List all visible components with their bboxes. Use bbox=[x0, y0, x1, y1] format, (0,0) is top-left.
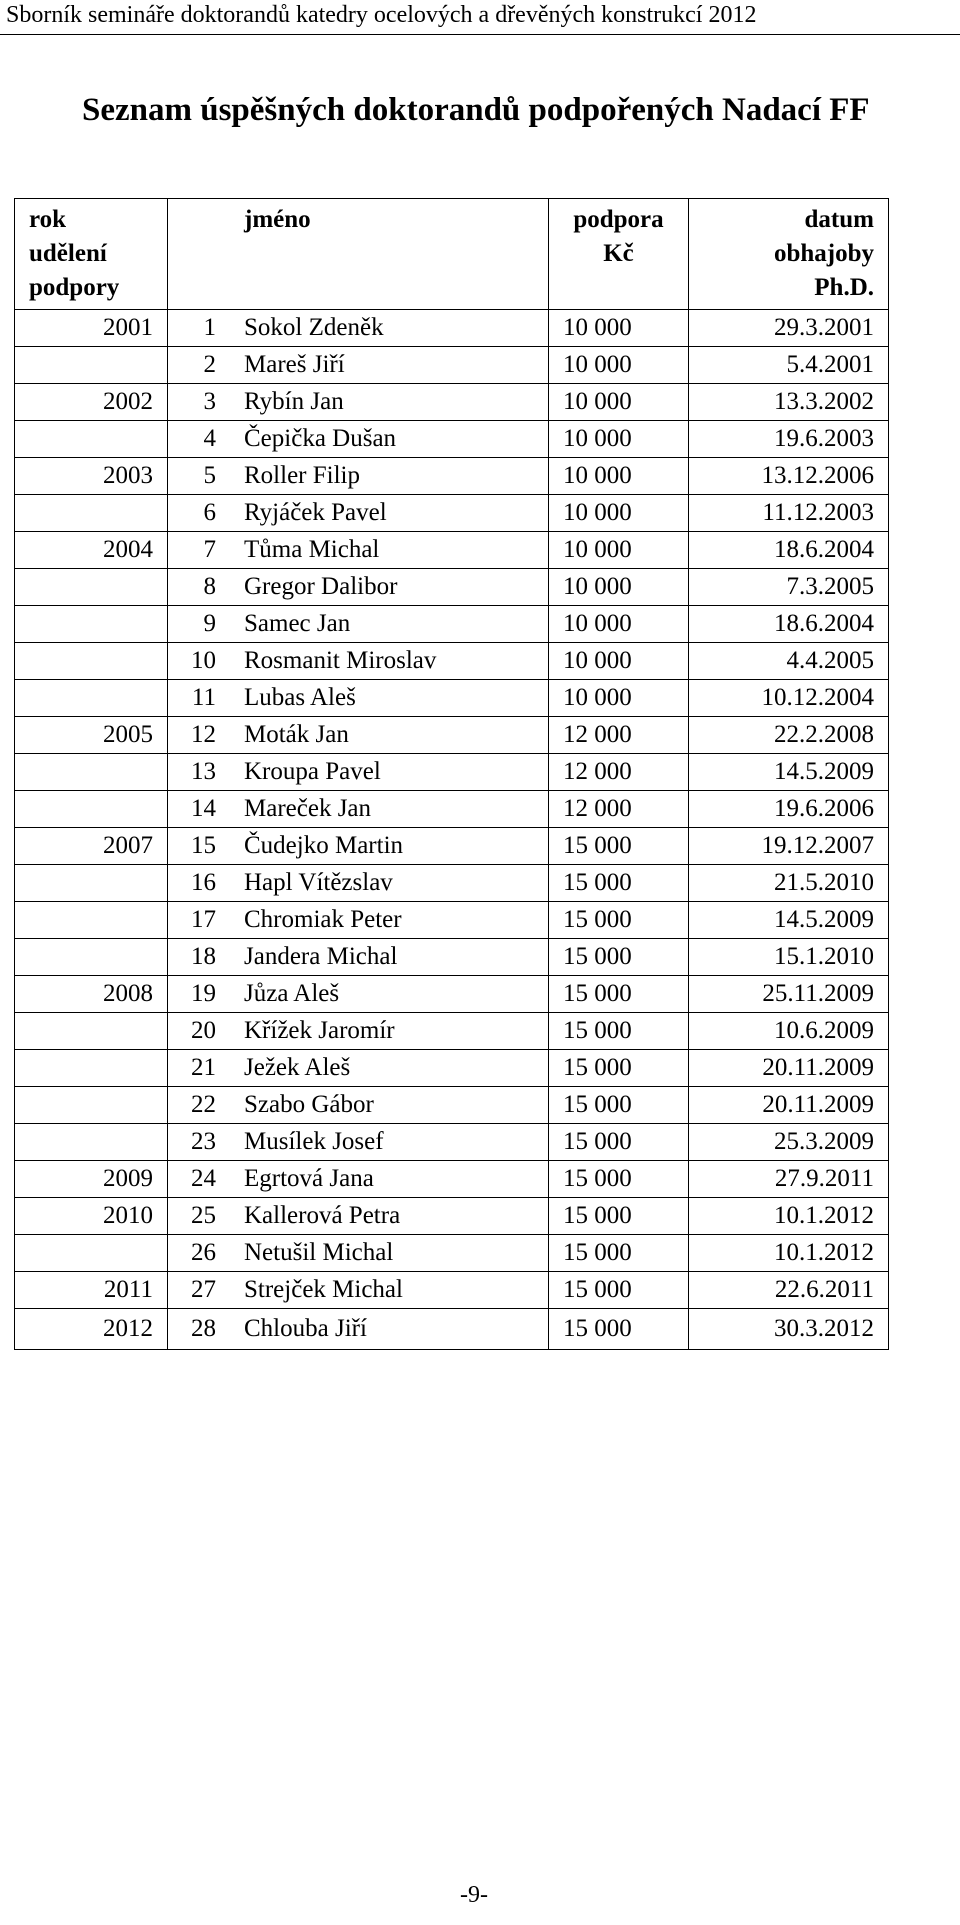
cell-amount: 15 000 bbox=[549, 1272, 689, 1309]
cell-number: 6 bbox=[168, 495, 231, 532]
cell-name: Chromiak Peter bbox=[230, 902, 549, 939]
cell-year bbox=[15, 902, 168, 939]
header-rule bbox=[0, 34, 960, 35]
table-body bbox=[15, 310, 889, 1350]
cell-name: Ryjáček Pavel bbox=[230, 495, 549, 532]
table-row bbox=[15, 791, 889, 828]
cell-amount: 15 000 bbox=[549, 1198, 689, 1235]
cell-date: 22.2.2008 bbox=[689, 717, 889, 754]
cell-name: Kallerová Petra bbox=[230, 1198, 549, 1235]
table-row bbox=[15, 606, 889, 643]
table-row bbox=[15, 569, 889, 606]
cell-year bbox=[15, 791, 168, 828]
cell-number: 11 bbox=[168, 680, 231, 717]
cell-number: 5 bbox=[168, 458, 231, 495]
cell-amount: 10 000 bbox=[549, 569, 689, 606]
cell-amount: 15 000 bbox=[549, 939, 689, 976]
cell-number: 20 bbox=[168, 1013, 231, 1050]
table-row bbox=[15, 680, 889, 717]
cell-name: Tůma Michal bbox=[230, 532, 549, 569]
table-row bbox=[15, 384, 889, 421]
document-title: Seznam úspěšných doktorandů podpořených Nadací FF bbox=[82, 92, 870, 128]
cell-date: 19.6.2003 bbox=[689, 421, 889, 458]
table-row bbox=[15, 347, 889, 384]
table-row bbox=[15, 976, 889, 1013]
cell-year bbox=[15, 1087, 168, 1124]
cell-year bbox=[15, 1013, 168, 1050]
cell-amount: 10 000 bbox=[549, 458, 689, 495]
cell-number: 9 bbox=[168, 606, 231, 643]
cell-name: Ježek Aleš bbox=[230, 1050, 549, 1087]
cell-number: 4 bbox=[168, 421, 231, 458]
table-row bbox=[15, 1161, 889, 1198]
cell-name: Mareš Jiří bbox=[230, 347, 549, 384]
table-row bbox=[15, 939, 889, 976]
cell-number: 28 bbox=[168, 1309, 231, 1350]
header-year bbox=[15, 199, 168, 310]
table-row bbox=[15, 1235, 889, 1272]
cell-amount: 12 000 bbox=[549, 754, 689, 791]
cell-number: 19 bbox=[168, 976, 231, 1013]
cell-year: 2002 bbox=[15, 384, 168, 421]
cell-number: 15 bbox=[168, 828, 231, 865]
cell-year bbox=[15, 421, 168, 458]
cell-date: 10.1.2012 bbox=[689, 1235, 889, 1272]
cell-amount: 15 000 bbox=[549, 1161, 689, 1198]
table-row bbox=[15, 310, 889, 347]
table-header-row bbox=[15, 199, 889, 310]
header-year-line-3: podpory bbox=[29, 274, 120, 301]
cell-date: 20.11.2009 bbox=[689, 1087, 889, 1124]
cell-amount: 10 000 bbox=[549, 421, 689, 458]
table-row bbox=[15, 495, 889, 532]
cell-name: Lubas Aleš bbox=[230, 680, 549, 717]
cell-number: 12 bbox=[168, 717, 231, 754]
table-row bbox=[15, 458, 889, 495]
cell-amount: 15 000 bbox=[549, 1087, 689, 1124]
table-row bbox=[15, 1087, 889, 1124]
header-amount-line-1: podpora bbox=[573, 206, 664, 233]
header-date-line-2: obhajoby bbox=[773, 240, 874, 267]
cell-date: 5.4.2001 bbox=[689, 347, 889, 384]
cell-year: 2011 bbox=[15, 1272, 168, 1309]
cell-year: 2005 bbox=[15, 717, 168, 754]
cell-amount: 15 000 bbox=[549, 976, 689, 1013]
cell-year bbox=[15, 643, 168, 680]
cell-number: 1 bbox=[168, 310, 231, 347]
cell-name: Gregor Dalibor bbox=[230, 569, 549, 606]
running-header: Sborník semináře doktorandů katedry ocelových a dřevěných konstrukcí 2012 bbox=[6, 2, 757, 28]
cell-name: Sokol Zdeněk bbox=[230, 310, 549, 347]
cell-number: 8 bbox=[168, 569, 231, 606]
cell-date: 19.6.2006 bbox=[689, 791, 889, 828]
cell-name: Strejček Michal bbox=[230, 1272, 549, 1309]
cell-date: 4.4.2005 bbox=[689, 643, 889, 680]
cell-date: 10.1.2012 bbox=[689, 1198, 889, 1235]
table-row bbox=[15, 717, 889, 754]
cell-amount: 15 000 bbox=[549, 1309, 689, 1350]
table-row bbox=[15, 1272, 889, 1309]
cell-number: 17 bbox=[168, 902, 231, 939]
cell-date: 13.3.2002 bbox=[689, 384, 889, 421]
cell-amount: 10 000 bbox=[549, 643, 689, 680]
cell-year: 2012 bbox=[15, 1309, 168, 1350]
cell-amount: 15 000 bbox=[549, 1124, 689, 1161]
cell-name: Samec Jan bbox=[230, 606, 549, 643]
table-row bbox=[15, 421, 889, 458]
cell-amount: 10 000 bbox=[549, 680, 689, 717]
cell-number: 26 bbox=[168, 1235, 231, 1272]
table-row bbox=[15, 828, 889, 865]
cell-amount: 10 000 bbox=[549, 384, 689, 421]
header-amount-line-2: Kč bbox=[603, 240, 634, 267]
cell-year bbox=[15, 495, 168, 532]
cell-year: 2008 bbox=[15, 976, 168, 1013]
cell-number: 22 bbox=[168, 1087, 231, 1124]
cell-year: 2003 bbox=[15, 458, 168, 495]
cell-name: Egrtová Jana bbox=[230, 1161, 549, 1198]
cell-number: 18 bbox=[168, 939, 231, 976]
cell-number: 27 bbox=[168, 1272, 231, 1309]
table-row bbox=[15, 754, 889, 791]
cell-date: 13.12.2006 bbox=[689, 458, 889, 495]
cell-amount: 15 000 bbox=[549, 902, 689, 939]
cell-date: 7.3.2005 bbox=[689, 569, 889, 606]
cell-date: 25.3.2009 bbox=[689, 1124, 889, 1161]
table-row bbox=[15, 643, 889, 680]
cell-name: Jandera Michal bbox=[230, 939, 549, 976]
table-row bbox=[15, 1050, 889, 1087]
header-date-line-3: Ph.D. bbox=[814, 274, 874, 301]
cell-amount: 12 000 bbox=[549, 717, 689, 754]
table-row bbox=[15, 1309, 889, 1350]
cell-year bbox=[15, 569, 168, 606]
cell-date: 10.6.2009 bbox=[689, 1013, 889, 1050]
cell-year: 2007 bbox=[15, 828, 168, 865]
cell-number: 23 bbox=[168, 1124, 231, 1161]
cell-date: 18.6.2004 bbox=[689, 532, 889, 569]
cell-year: 2001 bbox=[15, 310, 168, 347]
table-row bbox=[15, 902, 889, 939]
cell-year bbox=[15, 1050, 168, 1087]
cell-date: 30.3.2012 bbox=[689, 1309, 889, 1350]
cell-amount: 15 000 bbox=[549, 1235, 689, 1272]
cell-date: 11.12.2003 bbox=[689, 495, 889, 532]
cell-number: 7 bbox=[168, 532, 231, 569]
cell-year: 2009 bbox=[15, 1161, 168, 1198]
header-number bbox=[168, 199, 231, 310]
cell-number: 16 bbox=[168, 865, 231, 902]
cell-number: 21 bbox=[168, 1050, 231, 1087]
cell-number: 10 bbox=[168, 643, 231, 680]
cell-amount: 12 000 bbox=[549, 791, 689, 828]
cell-date: 15.1.2010 bbox=[689, 939, 889, 976]
cell-date: 14.5.2009 bbox=[689, 902, 889, 939]
cell-number: 13 bbox=[168, 754, 231, 791]
cell-name: Netušil Michal bbox=[230, 1235, 549, 1272]
cell-amount: 10 000 bbox=[549, 310, 689, 347]
cell-name: Musílek Josef bbox=[230, 1124, 549, 1161]
cell-year bbox=[15, 939, 168, 976]
cell-name: Mareček Jan bbox=[230, 791, 549, 828]
cell-name: Roller Filip bbox=[230, 458, 549, 495]
header-year-line-1: rok bbox=[29, 206, 67, 233]
header-year-line-2: udělení bbox=[29, 240, 107, 267]
header-amount bbox=[549, 199, 689, 310]
cell-amount: 10 000 bbox=[549, 347, 689, 384]
doctorands-table bbox=[14, 198, 889, 1350]
header-date bbox=[689, 199, 889, 310]
cell-date: 18.6.2004 bbox=[689, 606, 889, 643]
cell-year bbox=[15, 865, 168, 902]
cell-name: Rybín Jan bbox=[230, 384, 549, 421]
cell-year: 2004 bbox=[15, 532, 168, 569]
cell-date: 29.3.2001 bbox=[689, 310, 889, 347]
cell-date: 19.12.2007 bbox=[689, 828, 889, 865]
cell-number: 24 bbox=[168, 1161, 231, 1198]
cell-date: 22.6.2011 bbox=[689, 1272, 889, 1309]
cell-date: 20.11.2009 bbox=[689, 1050, 889, 1087]
table-row bbox=[15, 1198, 889, 1235]
cell-date: 21.5.2010 bbox=[689, 865, 889, 902]
cell-amount: 15 000 bbox=[549, 828, 689, 865]
cell-amount: 10 000 bbox=[549, 606, 689, 643]
header-name: jméno bbox=[230, 199, 549, 310]
cell-amount: 10 000 bbox=[549, 495, 689, 532]
cell-date: 10.12.2004 bbox=[689, 680, 889, 717]
page-number: -9- bbox=[460, 1882, 488, 1908]
cell-amount: 15 000 bbox=[549, 865, 689, 902]
cell-number: 14 bbox=[168, 791, 231, 828]
cell-number: 2 bbox=[168, 347, 231, 384]
table-row bbox=[15, 532, 889, 569]
table-row bbox=[15, 1013, 889, 1050]
cell-name: Rosmanit Miroslav bbox=[230, 643, 549, 680]
cell-year bbox=[15, 680, 168, 717]
cell-date: 27.9.2011 bbox=[689, 1161, 889, 1198]
cell-name: Chlouba Jiří bbox=[230, 1309, 549, 1350]
cell-amount: 10 000 bbox=[549, 532, 689, 569]
cell-year bbox=[15, 1124, 168, 1161]
table-row bbox=[15, 1124, 889, 1161]
cell-year bbox=[15, 606, 168, 643]
cell-year bbox=[15, 1235, 168, 1272]
cell-year bbox=[15, 754, 168, 791]
cell-name: Hapl Vítězslav bbox=[230, 865, 549, 902]
cell-number: 3 bbox=[168, 384, 231, 421]
cell-amount: 15 000 bbox=[549, 1013, 689, 1050]
cell-year bbox=[15, 347, 168, 384]
table-row bbox=[15, 865, 889, 902]
header-date-line-1: datum bbox=[804, 206, 874, 233]
cell-number: 25 bbox=[168, 1198, 231, 1235]
cell-name: Čudejko Martin bbox=[230, 828, 549, 865]
cell-name: Čepička Dušan bbox=[230, 421, 549, 458]
cell-name: Szabo Gábor bbox=[230, 1087, 549, 1124]
cell-name: Křížek Jaromír bbox=[230, 1013, 549, 1050]
cell-date: 25.11.2009 bbox=[689, 976, 889, 1013]
cell-year: 2010 bbox=[15, 1198, 168, 1235]
cell-name: Kroupa Pavel bbox=[230, 754, 549, 791]
cell-name: Moták Jan bbox=[230, 717, 549, 754]
cell-name: Jůza Aleš bbox=[230, 976, 549, 1013]
cell-amount: 15 000 bbox=[549, 1050, 689, 1087]
cell-date: 14.5.2009 bbox=[689, 754, 889, 791]
